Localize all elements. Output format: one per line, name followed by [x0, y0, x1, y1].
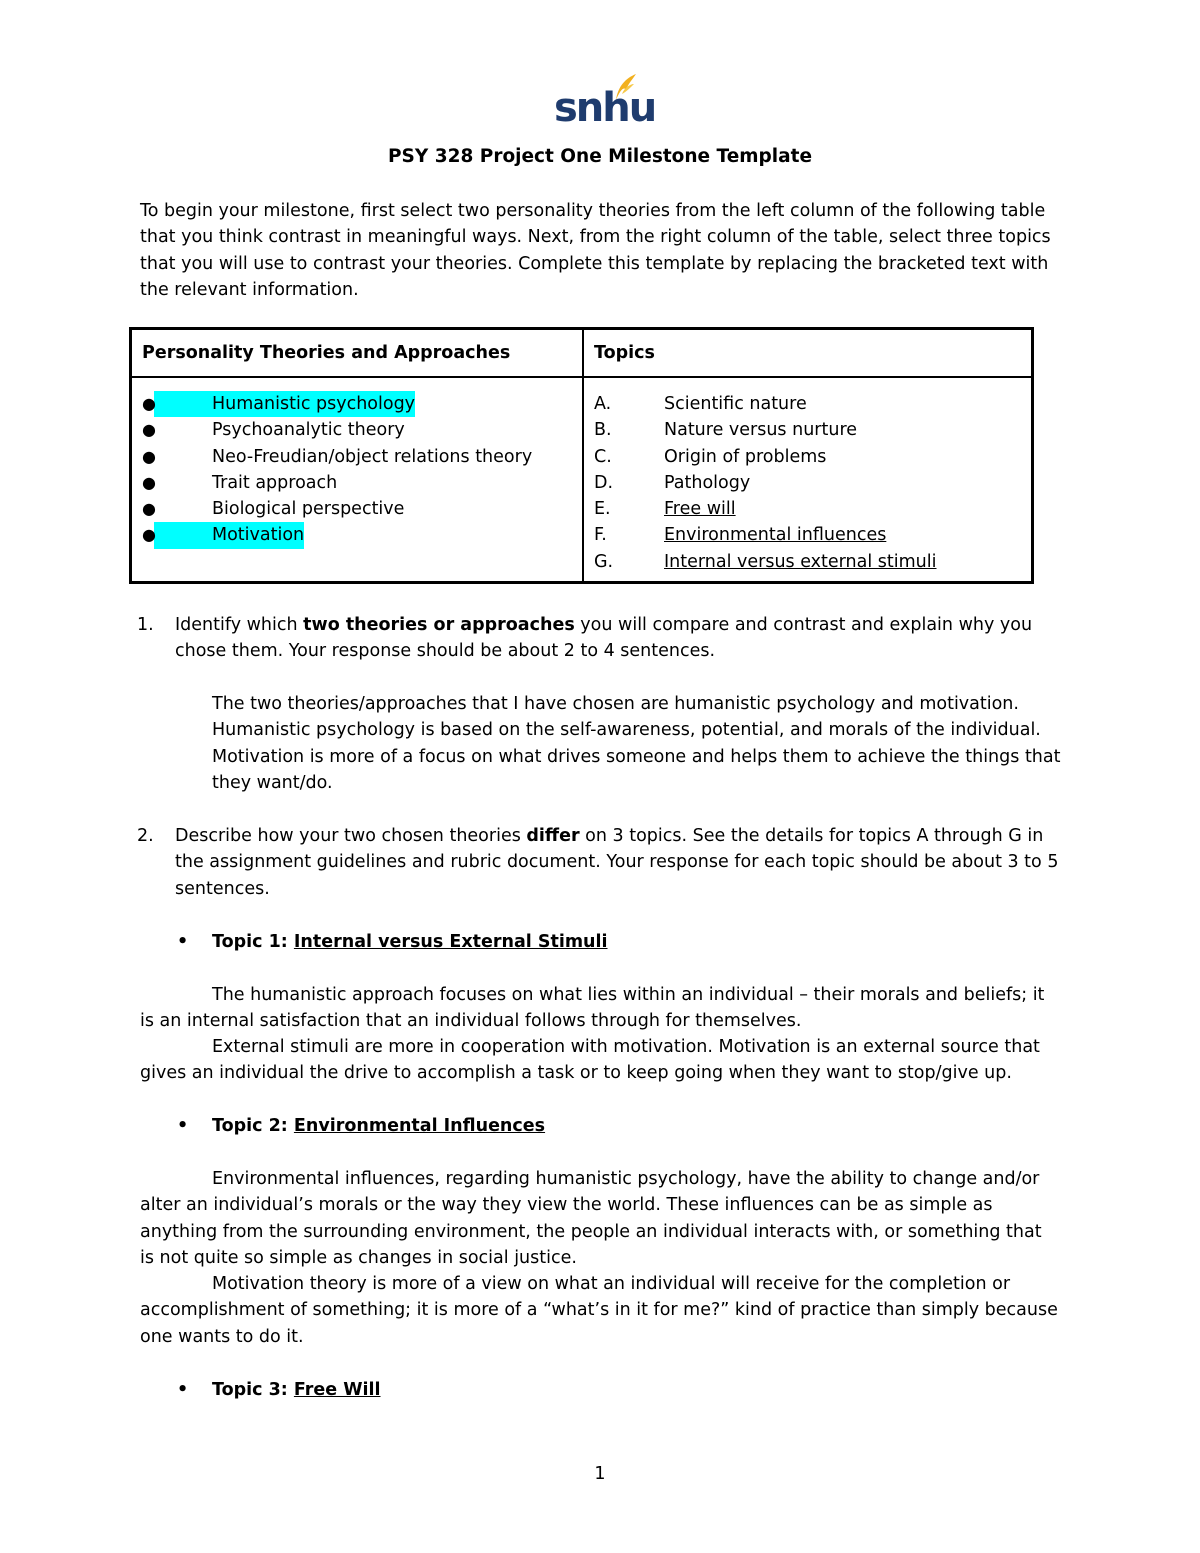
theory-label: Neo-Freudian/object relations theory: [212, 446, 533, 467]
topic-2-paragraph-2: Motivation theory is more of a view on what an individual will receive for the completion or accomplishment of something; it is more of a “what’s in it for me?” kind of practice than simply because one wants to do it.: [140, 1274, 1058, 1347]
snhu-logo: [554, 72, 656, 134]
bullet-icon: •: [177, 1116, 189, 1136]
theory-item: [142, 391, 572, 417]
topic-item: [594, 470, 1021, 496]
topic-letter: G.: [594, 551, 614, 572]
theory-label: Psychoanalytic theory: [212, 420, 405, 441]
theory-label: Humanistic psychology: [212, 391, 415, 417]
theory-item: [142, 522, 572, 548]
topic-label: Origin of problems: [664, 446, 827, 467]
question-text: on 3 topics. See the details for topics A through G in the assignment guidelines and rubric document. Your response for each topic should be about 3 to 5 sentences.: [175, 826, 1059, 899]
question-text: Identify which: [175, 615, 304, 635]
topic-label: Environmental influences: [664, 525, 887, 546]
question-1: [137, 612, 1065, 665]
theories-list: [142, 378, 572, 549]
question-emphasis: two theories or approaches: [303, 615, 575, 635]
theory-item: [142, 496, 572, 522]
topic-letter: E.: [594, 499, 611, 520]
topic-label: Pathology: [664, 472, 751, 493]
topic-3-heading: [177, 1377, 381, 1403]
theory-item: [142, 444, 572, 470]
theory-label: Biological perspective: [212, 499, 405, 520]
bullet-icon: ●: [142, 525, 156, 545]
question-number: 2.: [137, 826, 154, 846]
theory-label: Motivation: [212, 522, 304, 548]
topic-name: Free Will: [293, 1380, 381, 1400]
topic-item: [594, 417, 1021, 443]
topic-1-paragraph-2: External stimuli are more in cooperation with motivation. Motivation is an external source that gives an individual the drive to accomplish a task or to keep going when they want to stop/give up.: [140, 1037, 1040, 1084]
topic-label: Free will: [664, 499, 736, 520]
topic-label: Nature versus nurture: [664, 420, 858, 441]
topic-1-paragraph-1: The humanistic approach focuses on what lies within an individual – their morals and beliefs; it is an internal satisfaction that an individual follows through for themselves.: [140, 985, 1045, 1032]
page-number: 1: [594, 1464, 606, 1484]
topics-list: [594, 378, 1021, 575]
topic-prefix: Topic 2:: [212, 1116, 294, 1136]
question-text: you will compare and contrast and explain why you chose them. Your response should be about 2 to 4 sentences.: [175, 615, 1033, 662]
bullet-icon: ●: [142, 446, 156, 466]
topic-2-paragraph-1: Environmental influences, regarding humanistic psychology, have the ability to change and/or alter an individual’s morals or the way they view the world. These influences can be as simple as anything from the surrounding environment, the people an individual interacts with, or something that is not quite so simple as changes in social justice.: [140, 1169, 1042, 1268]
theory-item: [142, 470, 572, 496]
topic-letter: A.: [594, 394, 612, 414]
topic-item: [594, 391, 1021, 417]
table-header-theories: Personality Theories and Approaches: [131, 329, 584, 378]
bullet-icon: ●: [142, 472, 156, 492]
question-text: Describe how your two chosen theories: [175, 826, 527, 846]
bullet-icon: ●: [142, 420, 156, 440]
page-title: PSY 328 Project One Milestone Template: [387, 146, 812, 167]
topic-letter: C.: [594, 446, 612, 467]
question-number: 1.: [137, 615, 154, 635]
question-emphasis: differ: [526, 826, 580, 846]
theory-item: [142, 417, 572, 443]
topic-letter: F.: [594, 525, 607, 546]
topic-item: [594, 549, 1021, 575]
answer-1: The two theories/approaches that I have chosen are humanistic psychology and motivation. Humanistic psychology is based on the self-awareness, potential, and morals of the individual. Motivation is more of a focus on what drives someone and helps them to achieve the things that they want/do.: [212, 694, 1061, 793]
table-header-topics: Topics: [583, 329, 1033, 378]
topic-2-heading: [177, 1113, 546, 1139]
topic-prefix: Topic 1:: [212, 932, 294, 952]
topic-label: Internal versus external stimuli: [664, 551, 937, 572]
topic-item: [594, 522, 1021, 548]
bullet-icon: •: [177, 932, 189, 952]
bullet-icon: ●: [142, 499, 156, 519]
intro-paragraph: To begin your milestone, first select two personality theories from the left column of the following table that you think contrast in meaningful ways. Next, from the right column of the table, select three topics that you will use to contrast your theories. Complete this template by replacing the bracketed text with the relevant information.: [140, 201, 1051, 300]
theories-topics-table: [129, 327, 1034, 584]
question-2: [137, 823, 1065, 902]
topic-letter: D.: [594, 472, 614, 493]
theory-label: Trait approach: [212, 472, 338, 493]
bullet-icon: ●: [142, 394, 156, 413]
topic-letter: B.: [594, 420, 612, 441]
topic-item: [594, 444, 1021, 470]
topic-item: [594, 496, 1021, 522]
theories-cell: [131, 377, 584, 583]
topic-name: Environmental Influences: [293, 1116, 546, 1136]
topics-cell: [583, 377, 1033, 583]
topic-label: Scientific nature: [664, 394, 807, 414]
bullet-icon: •: [177, 1380, 189, 1400]
topic-prefix: Topic 3:: [212, 1380, 294, 1400]
topic-1-heading: [177, 929, 608, 955]
topic-name: Internal versus External Stimuli: [293, 932, 608, 952]
logo-wordmark: snhu: [554, 85, 656, 131]
